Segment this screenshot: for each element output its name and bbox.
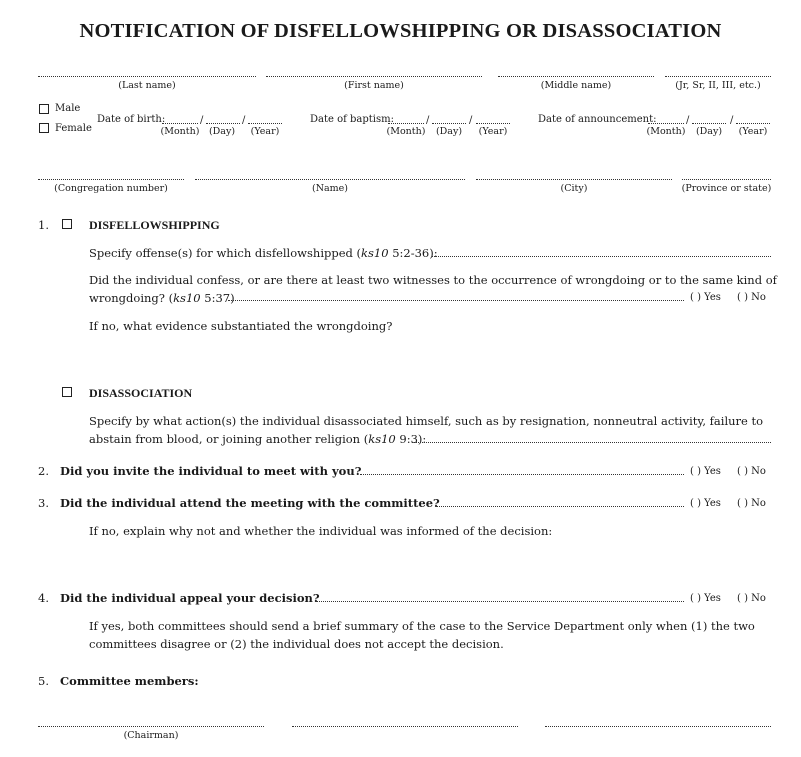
chairman-label: (Chairman) [123,730,179,741]
birth-day-field[interactable] [206,123,240,124]
month-label: (Month) [160,126,200,137]
announcement-month-field[interactable] [648,123,684,124]
offense-prompt: Specify offense(s) for which disfellowshipped (ks10 5:2-36): [89,246,438,260]
q2-no-option[interactable]: ( ) No [737,466,766,477]
date-separator: / [426,115,430,126]
q4-leader [316,601,684,602]
disassociation-prompt-line1: Specify by what action(s) the individual disassociated himself, such as by resignation, nonneutral activity, failure to [89,414,764,428]
middle-name-field[interactable] [498,76,654,77]
year-label: (Year) [738,126,768,137]
province-field[interactable] [682,179,771,180]
month-label: (Month) [386,126,426,137]
day-label: (Day) [435,126,463,137]
disfellowshipping-checkbox[interactable] [62,219,72,229]
birth-year-field[interactable] [248,123,282,124]
month-label: (Month) [646,126,686,137]
baptism-day-field[interactable] [432,123,466,124]
year-label: (Year) [250,126,280,137]
q3-yes-option[interactable]: ( ) Yes [690,498,721,509]
date-separator: / [469,115,473,126]
confess-leader [228,300,684,301]
city-label: (City) [560,183,588,194]
congregation-number-field[interactable] [38,179,184,180]
birth-month-field[interactable] [162,123,198,124]
middle-name-label: (Middle name) [540,80,612,91]
disassociation-field[interactable] [412,442,771,443]
date-of-announcement-label: Date of announcement: [538,114,657,125]
day-label: (Day) [695,126,723,137]
q4-number: 4. [38,591,49,605]
last-name-label: (Last name) [118,80,176,91]
first-name-label: (First name) [344,80,404,91]
date-of-birth-label: Date of birth: [97,114,166,125]
suffix-label: (Jr, Sr, II, III, etc.) [675,80,761,91]
q3-number: 3. [38,496,49,510]
city-field[interactable] [476,179,672,180]
female-checkbox[interactable] [39,123,49,133]
q4-note-line1: If yes, both committees should send a brief summary of the case to the Service Department only when (1) the two [89,619,755,633]
disassociation-heading: DISASSOCIATION [89,386,193,400]
disassociation-checkbox[interactable] [62,387,72,397]
date-separator: / [730,115,734,126]
q3-leader [436,506,684,507]
suffix-field[interactable] [665,76,771,77]
last-name-field[interactable] [38,76,256,77]
q1-no-option[interactable]: ( ) No [737,292,766,303]
q2-yes-option[interactable]: ( ) Yes [690,466,721,477]
chairman-signature-field[interactable] [38,726,264,727]
q3-no-option[interactable]: ( ) No [737,498,766,509]
committee-member-field[interactable] [545,726,771,727]
q5-question: Committee members: [60,674,199,688]
q1-number: 1. [38,218,49,232]
confess-prompt-line2: wrongdoing? (ks10 5:37) [89,291,235,305]
q3-question: Did the individual attend the meeting with the committee? [60,496,440,510]
disassociation-prompt-line2: abstain from blood, or joining another religion (ks10 9:3): [89,432,427,446]
q4-yes-option[interactable]: ( ) Yes [690,593,721,604]
announcement-day-field[interactable] [692,123,726,124]
committee-member-field[interactable] [292,726,518,727]
evidence-prompt: If no, what evidence substantiated the wrongdoing? [89,319,393,333]
q4-question: Did the individual appeal your decision? [60,591,320,605]
announcement-year-field[interactable] [736,123,770,124]
first-name-field[interactable] [266,76,482,77]
q2-number: 2. [38,464,49,478]
q1-yes-option[interactable]: ( ) Yes [690,292,721,303]
q5-number: 5. [38,674,49,688]
year-label: (Year) [478,126,508,137]
disfellowshipping-heading: DISFELLOWSHIPPING [89,218,220,232]
congregation-name-field[interactable] [195,179,465,180]
date-of-baptism-label: Date of baptism: [310,114,394,125]
male-checkbox[interactable] [39,104,49,114]
baptism-year-field[interactable] [476,123,510,124]
q4-note-line2: committees disagree or (2) the individual does not accept the decision. [89,637,504,651]
q2-question: Did you invite the individual to meet with you? [60,464,362,478]
date-separator: / [686,115,690,126]
q2-leader [360,474,684,475]
day-label: (Day) [208,126,236,137]
confess-prompt-line1: Did the individual confess, or are there at least two witnesses to the occurrence of wrongdoing or to the same kind of [89,273,777,287]
q4-no-option[interactable]: ( ) No [737,593,766,604]
congregation-number-label: (Congregation number) [54,183,168,194]
congregation-name-label: (Name) [311,183,349,194]
province-label: (Province or state) [681,183,772,194]
date-separator: / [200,115,204,126]
male-label: Male [55,103,81,114]
offense-field[interactable] [432,256,771,257]
date-separator: / [242,115,246,126]
q3-explain-prompt: If no, explain why not and whether the individual was informed of the decision: [89,524,553,538]
female-label: Female [55,123,92,134]
baptism-month-field[interactable] [388,123,424,124]
page-title: NOTIFICATION OF DISFELLOWSHIPPING OR DISASSOCIATION [79,20,722,42]
